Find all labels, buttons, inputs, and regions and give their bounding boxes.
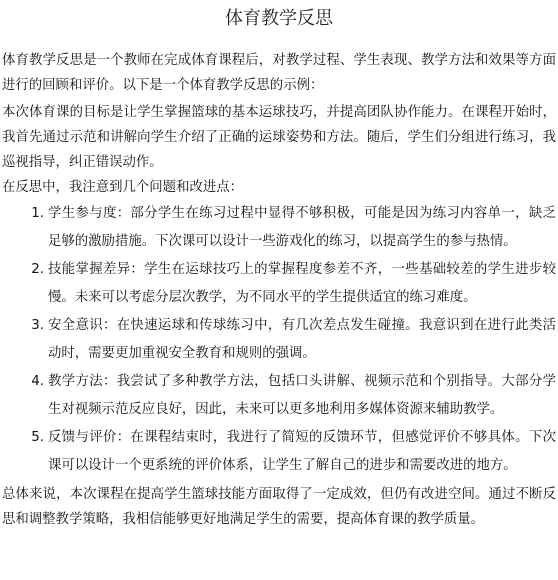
reflection-list: [2, 200, 556, 480]
list-item-text: 技能掌握差异：学生在运球技巧上的掌握程度参差不齐，一些基础较差的学生进步较慢。未来可以考虑分层次教学，为不同水平的学生提供适宜的练习难度。: [48, 262, 556, 305]
reflection-lead: 在反思中，我注意到几个问题和改进点：: [2, 180, 244, 195]
list-item-number: 5.: [31, 430, 44, 445]
list-item-text: 学生参与度：部分学生在练习过程中显得不够积极，可能是因为练习内容单一，缺乏足够的激励措施。下次课可以设计一些游戏化的练习，以提高学生的参与热情。: [48, 206, 556, 249]
list-item-text: 教学方法：我尝试了多种教学方法，包括口头讲解、视频示范和个别指导。大部分学生对视频示范反应良好，因此，未来可以更多地利用多媒体资源来辅助教学。: [48, 374, 556, 417]
goal-paragraph: 本次体育课的目标是让学生掌握篮球的基本运球技巧，并提高团队协作能力。在课程开始时，我首先通过示范和讲解向学生介绍了正确的运球姿势和方法。随后，学生们分组进行练习，我巡视指导，纠正错误动作。: [2, 105, 556, 170]
document-title: 体育教学反思: [225, 8, 333, 29]
list-item-number: 3.: [31, 318, 44, 333]
list-item-number: 1.: [31, 206, 44, 221]
list-item: [2, 200, 556, 256]
list-item: [2, 424, 556, 480]
list-item-text: 安全意识：在快速运球和传球练习中，有几次差点发生碰撞。我意识到在进行此类活动时，需要更加重视安全教育和规则的强调。: [48, 318, 556, 361]
list-item-number: 4.: [31, 374, 44, 389]
list-item: [2, 312, 556, 368]
list-item: [2, 256, 556, 312]
list-item-number: 2.: [31, 262, 44, 277]
list-item: [2, 368, 556, 424]
list-item-text: 反馈与评价：在课程结束时，我进行了简短的反馈环节，但感觉评价不够具体。下次课可以设计一个更系统的评价体系，让学生了解自己的进步和需要改进的地方。: [48, 430, 556, 473]
intro-paragraph: 体育教学反思是一个教师在完成体育课程后，对教学过程、学生表现、教学方法和效果等方面进行的回顾和评价。以下是一个体育教学反思的示例：: [2, 53, 556, 93]
conclusion-paragraph: 总体来说，本次课程在提高学生篮球技能方面取得了一定成效，但仍有改进空间。通过不断反思和调整教学策略，我相信能够更好地满足学生的需要，提高体育课的教学质量。: [2, 487, 556, 527]
